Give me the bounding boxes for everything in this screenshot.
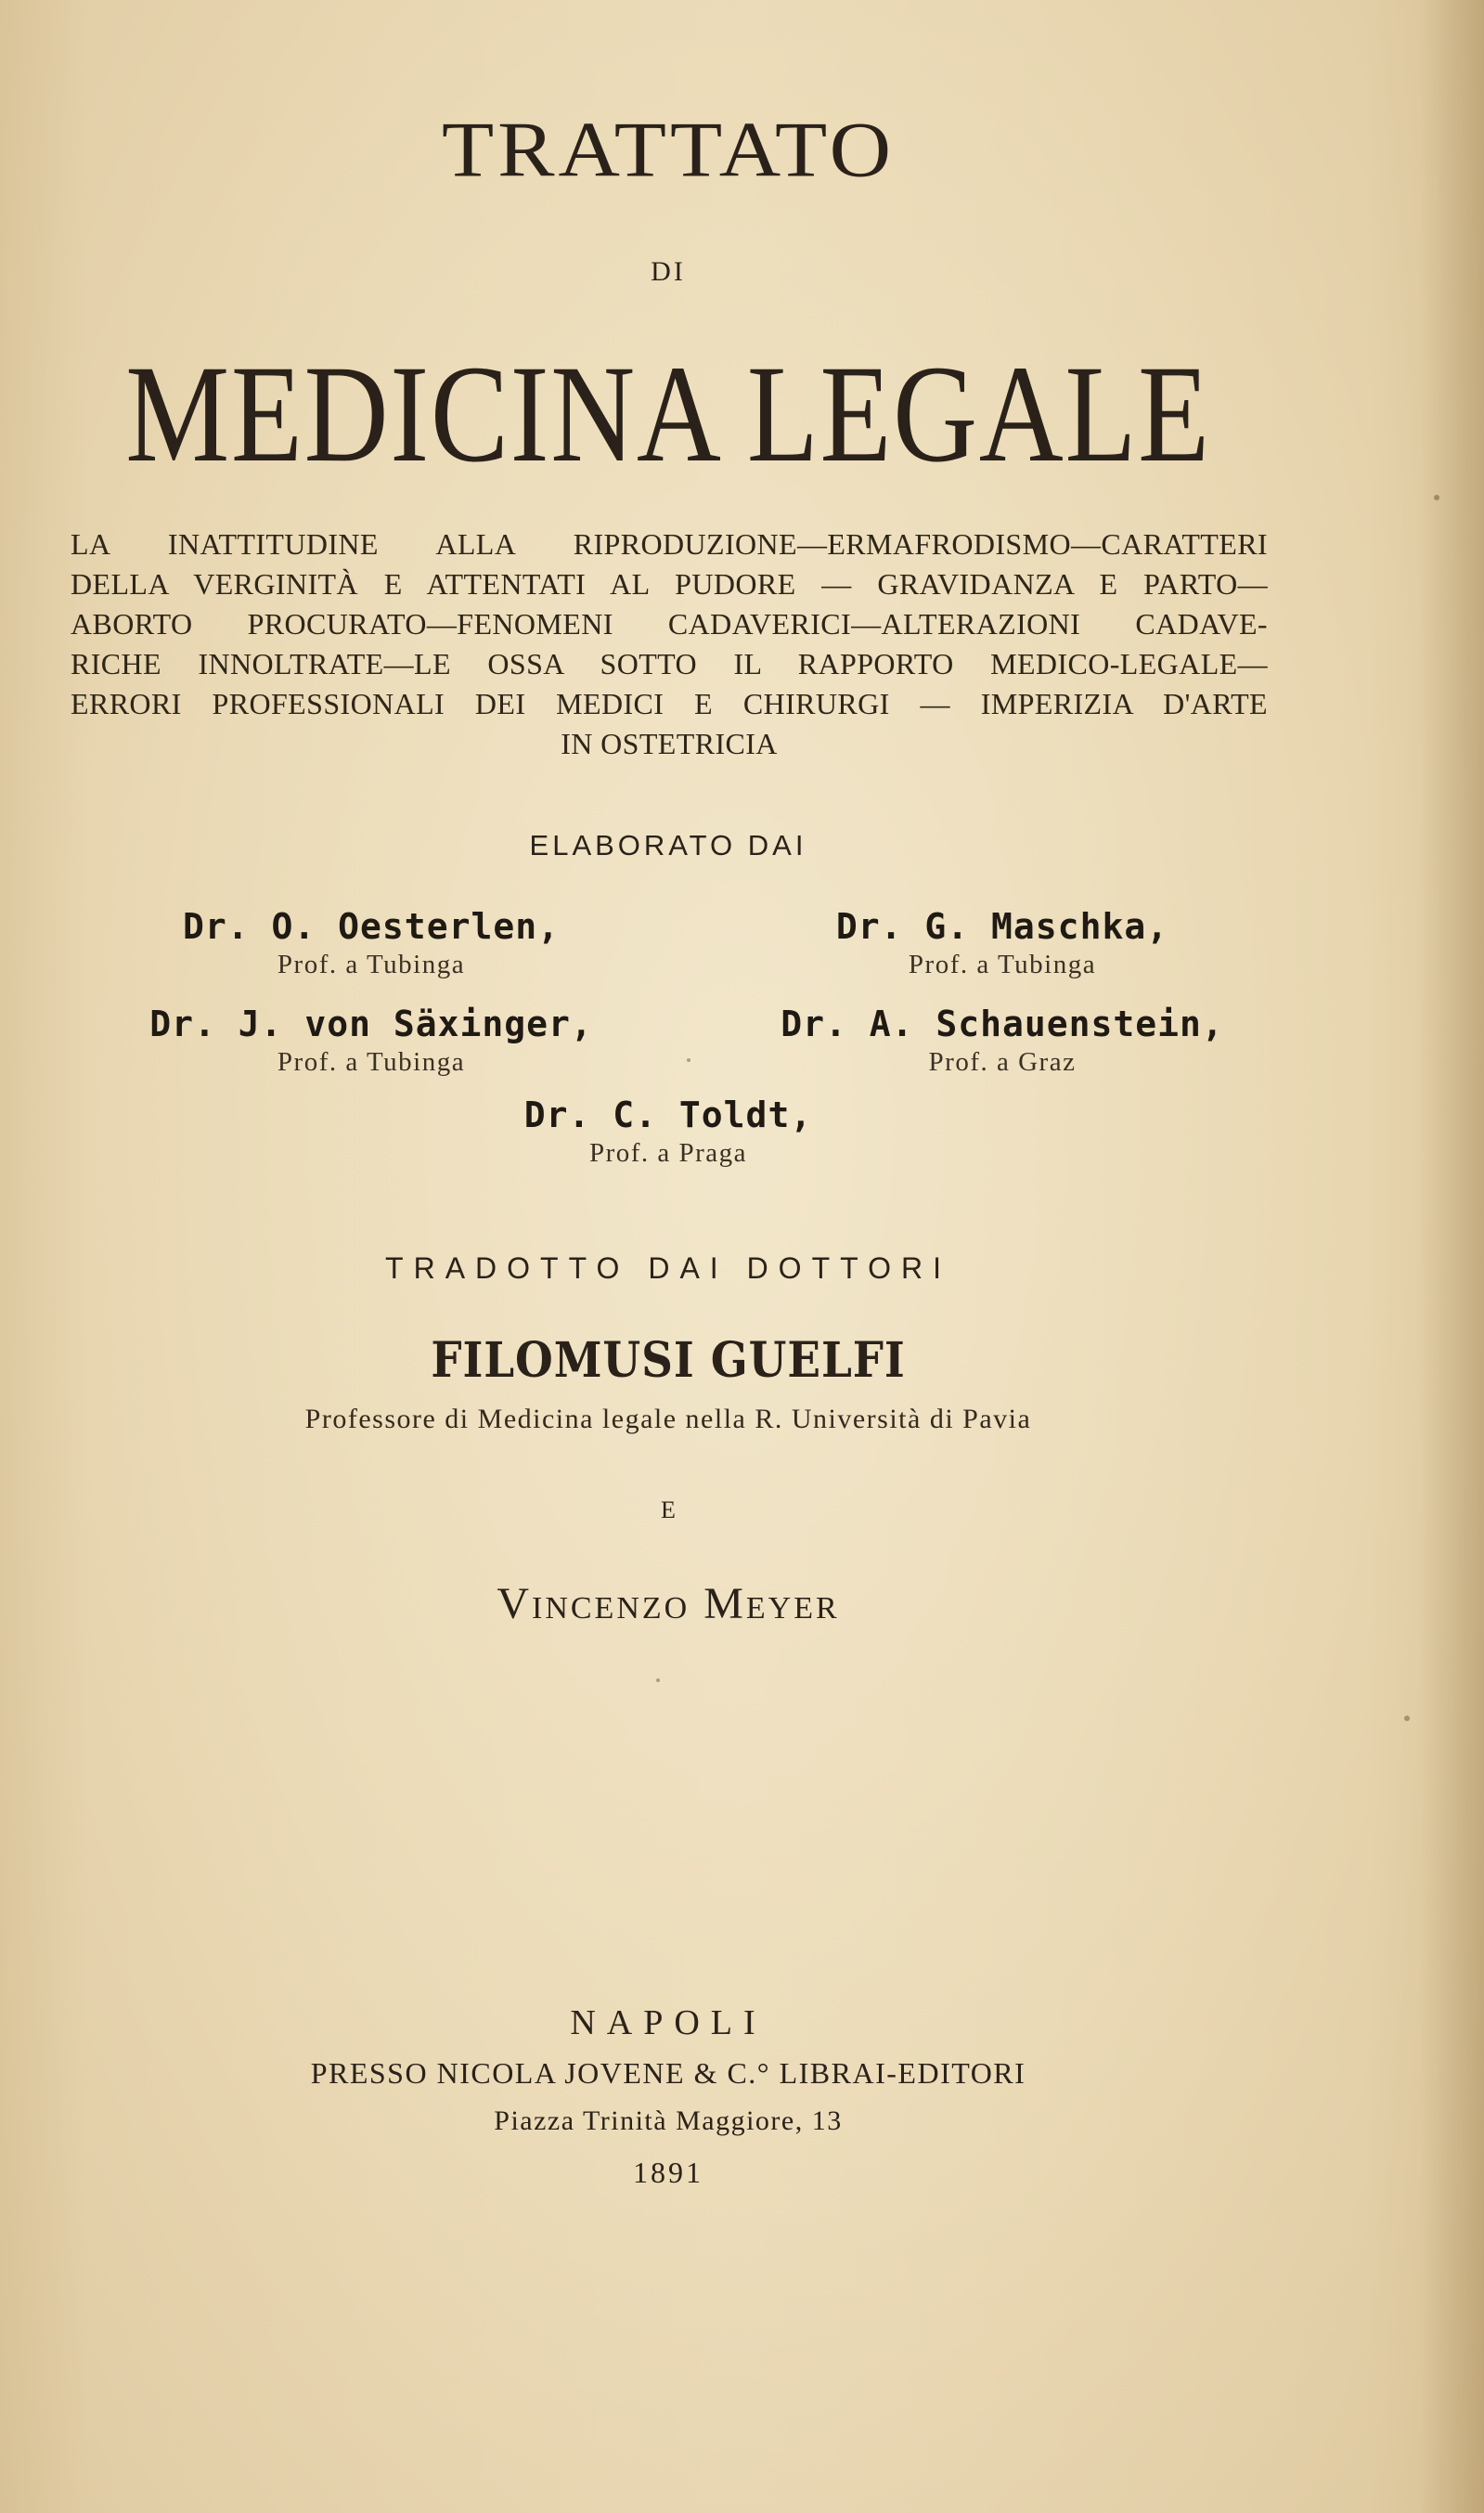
paper-speck: [656, 1678, 660, 1682]
author-name: Dr. G. Maschka,: [835, 906, 1169, 947]
subjects-line: DELLA VERGINITÀ E ATTENTATI AL PUDORE — GRAVIDANZA E PARTO—: [71, 567, 1268, 601]
page-edge-shadow: [1419, 0, 1484, 2513]
paper-speck: [1434, 495, 1439, 500]
author-name: Dr. C. Toldt,: [523, 1095, 813, 1135]
author-title: Prof. a Tubinga: [277, 950, 466, 979]
imprint-year: 1891: [633, 2156, 703, 2189]
title-line-trattato: TRATTATO: [441, 106, 896, 193]
subjects-line: LA INATTITUDINE ALLA RIPRODUZIONE—ERMAFRODISMO—CARATTERI: [71, 527, 1268, 561]
author-entry: [84, 1003, 659, 1079]
translator-name: FILOMUSI GUELFI: [431, 1332, 906, 1389]
author-title: Prof. a Graz: [928, 1047, 1077, 1077]
subjects-line: ABORTO PROCURATO—FENOMENI CADAVERICI—ALTERAZIONI CADAVE-: [71, 607, 1268, 641]
translator-title: Professore di Medicina legale nella R. Università di Pavia: [304, 1404, 1032, 1434]
title-main: MEDICINA LEGALE: [125, 337, 1211, 491]
paper-speck: [1404, 1716, 1410, 1721]
title-connector: DI: [651, 256, 686, 287]
subjects-line: RICHE INNOLTRATE—LE OSSA SOTTO IL RAPPORTO MEDICO-LEGALE—: [71, 647, 1268, 680]
author-name: Dr. J. von Säxinger,: [149, 1004, 593, 1044]
author-name: Dr. A. Schauenstein,: [781, 1004, 1224, 1044]
author-title: Prof. a Tubinga: [277, 1047, 466, 1077]
subjects-block: [71, 525, 1268, 764]
imprint-publisher: PRESSO NICOLA JOVENE & C.° LIBRAI-EDITORI: [310, 2056, 1026, 2090]
author-name: Dr. O. Oesterlen,: [183, 906, 560, 947]
translator-name: Vincenzo Meyer: [497, 1579, 840, 1628]
imprint-address: Piazza Trinità Maggiore, 13: [494, 2105, 843, 2136]
author-title: Prof. a Praga: [588, 1138, 748, 1168]
author-entry: [742, 905, 1262, 981]
paper-speck: [687, 1058, 690, 1062]
subjects-line: IN OSTETRICIA: [561, 727, 778, 760]
authors-heading: ELABORATO DAI: [529, 829, 807, 861]
author-entry: [724, 1003, 1281, 1079]
subjects-line: ERRORI PROFESSIONALI DEI MEDICI E CHIRURGI — IMPERIZIA D'ARTE: [71, 687, 1268, 720]
imprint-city: NAPOLI: [570, 2003, 767, 2042]
author-entry: [483, 1094, 854, 1170]
author-entry: [111, 905, 631, 981]
translators-heading: TRADOTTO DAI DOTTORI: [385, 1251, 951, 1285]
author-title: Prof. a Tubinga: [908, 950, 1097, 979]
conjunction: E: [661, 1496, 676, 1523]
